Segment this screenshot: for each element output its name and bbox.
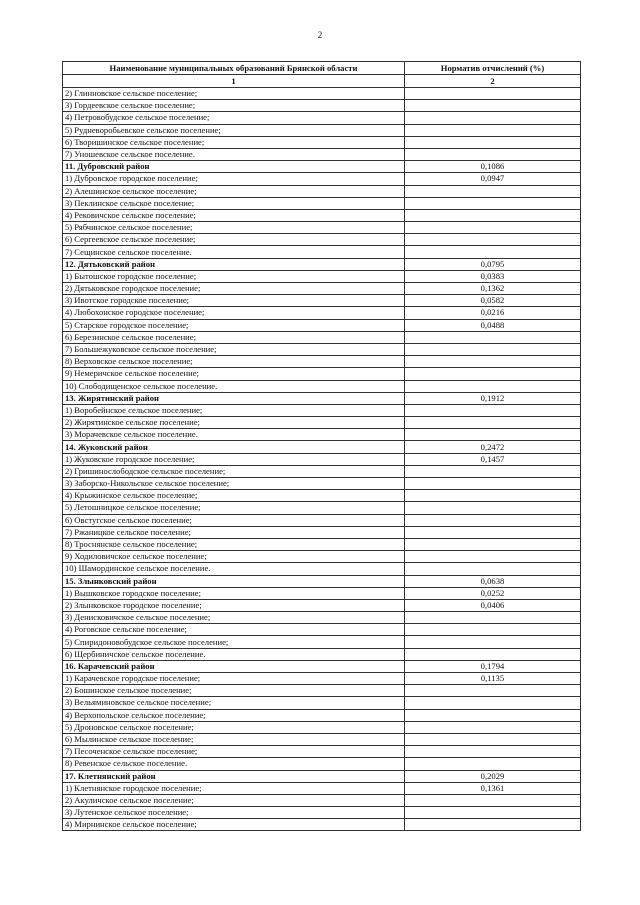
district-row xyxy=(63,258,581,270)
table-row xyxy=(63,343,581,355)
table-row xyxy=(63,417,581,429)
header-column-number-2: 2 xyxy=(405,75,581,88)
deduction-norm-value: 0,0795 xyxy=(405,258,581,270)
settlement-name: 10) Шамординское сельское поселение. xyxy=(63,563,405,575)
table-header xyxy=(63,62,581,88)
settlement-name: 4) Верхопольское сельское поселение; xyxy=(63,709,405,721)
district-name: 14. Жуковский район xyxy=(63,441,405,453)
deduction-norm-value xyxy=(405,380,581,392)
deduction-norm-value: 0,0638 xyxy=(405,575,581,587)
settlement-name: 2) Алешинское сельское поселение; xyxy=(63,185,405,197)
settlement-name: 3) Денисковичское сельское поселение; xyxy=(63,612,405,624)
deduction-norm-value xyxy=(405,124,581,136)
deduction-norm-value xyxy=(405,465,581,477)
table-row xyxy=(63,368,581,380)
settlement-name: 8) Троснянское сельское поселение; xyxy=(63,538,405,550)
settlement-name: 3) Морачевское сельское поселение. xyxy=(63,429,405,441)
table-row xyxy=(63,197,581,209)
district-row xyxy=(63,770,581,782)
settlement-name: 6) Березинское сельское поселение; xyxy=(63,331,405,343)
settlement-name: 1) Карачевское городское поселение; xyxy=(63,673,405,685)
deduction-norm-value: 0,2029 xyxy=(405,770,581,782)
district-name: 12. Дятьковский район xyxy=(63,258,405,270)
table-row xyxy=(63,429,581,441)
table-row xyxy=(63,112,581,124)
settlement-name: 6) Щербиничское сельское поселение. xyxy=(63,648,405,660)
settlement-name: 4) Крыжинское сельское поселение; xyxy=(63,490,405,502)
deduction-norm-value: 0,0582 xyxy=(405,295,581,307)
deduction-norm-value xyxy=(405,331,581,343)
settlement-name: 10) Слободищенское сельское поселение. xyxy=(63,380,405,392)
table-row xyxy=(63,465,581,477)
table-row xyxy=(63,648,581,660)
table-row xyxy=(63,100,581,112)
deduction-norm-value xyxy=(405,551,581,563)
settlement-name: 3) Вельяминовское сельское поселение; xyxy=(63,697,405,709)
settlement-name: 5) Старское городское поселение; xyxy=(63,319,405,331)
settlement-name: 8) Ревенское сельское поселение. xyxy=(63,758,405,770)
deduction-norm-value: 0,2472 xyxy=(405,441,581,453)
deduction-norm-value: 0,0216 xyxy=(405,307,581,319)
deduction-norm-value xyxy=(405,417,581,429)
table-row xyxy=(63,307,581,319)
deduction-norm-value xyxy=(405,807,581,819)
table-body xyxy=(63,88,581,831)
settlement-name: 1) Клетнянское городское поселение; xyxy=(63,782,405,794)
settlement-name: 7) Ржаницкое сельское поселение; xyxy=(63,526,405,538)
table-row xyxy=(63,697,581,709)
settlement-name: 2) Бошинское сельское поселение; xyxy=(63,685,405,697)
settlement-name: 2) Злынковское городское поселение; xyxy=(63,599,405,611)
deduction-norm-value xyxy=(405,502,581,514)
table-row xyxy=(63,453,581,465)
deduction-norm-value xyxy=(405,429,581,441)
settlement-name: 4) Мирнинское сельское поселение; xyxy=(63,819,405,831)
deduction-norm-value xyxy=(405,222,581,234)
deduction-norm-value: 0,1912 xyxy=(405,392,581,404)
table-row xyxy=(63,356,581,368)
table-row xyxy=(63,733,581,745)
settlement-name: 7) Сещинское сельское поселение. xyxy=(63,246,405,258)
table-row xyxy=(63,246,581,258)
district-name: 16. Карачевский район xyxy=(63,660,405,672)
settlement-name: 4) Любохонское городское поселение; xyxy=(63,307,405,319)
deduction-norm-value: 0,0383 xyxy=(405,270,581,282)
district-name: 15. Злынковский район xyxy=(63,575,405,587)
header-deduction-norm: Норматив отчислений (%) xyxy=(405,62,581,75)
deduction-norm-value xyxy=(405,185,581,197)
settlement-name: 6) Сергеевское сельское поселение; xyxy=(63,234,405,246)
deduction-norm-value xyxy=(405,636,581,648)
deduction-norm-value xyxy=(405,794,581,806)
deduction-norm-value xyxy=(405,685,581,697)
settlement-name: 1) Дубровское городское поселение; xyxy=(63,173,405,185)
deduction-norm-value xyxy=(405,612,581,624)
table-row xyxy=(63,624,581,636)
table-row xyxy=(63,185,581,197)
deduction-norm-value xyxy=(405,746,581,758)
deduction-norm-value: 0,1362 xyxy=(405,283,581,295)
table-row xyxy=(63,514,581,526)
settlement-name: 7) Уношевское сельское поселение. xyxy=(63,148,405,160)
deduction-norm-value xyxy=(405,100,581,112)
deduction-norm-value xyxy=(405,368,581,380)
deduction-norm-value xyxy=(405,404,581,416)
settlement-name: 1) Воробейнское сельское поселение; xyxy=(63,404,405,416)
table-row xyxy=(63,136,581,148)
deduction-norm-value: 0,1086 xyxy=(405,161,581,173)
settlement-name: 5) Рудневоробьевское сельское поселение; xyxy=(63,124,405,136)
deduction-norm-value xyxy=(405,136,581,148)
district-name: 11. Дубровский район xyxy=(63,161,405,173)
deduction-norm-value xyxy=(405,538,581,550)
settlement-name: 5) Летошницкое сельское поселение; xyxy=(63,502,405,514)
settlement-name: 5) Рябчинское сельское поселение; xyxy=(63,222,405,234)
table-row xyxy=(63,746,581,758)
deduction-norm-value xyxy=(405,234,581,246)
table-row xyxy=(63,295,581,307)
district-row xyxy=(63,161,581,173)
deduction-norm-value xyxy=(405,709,581,721)
settlement-name: 4) Рековичское сельское поселение; xyxy=(63,209,405,221)
table-row xyxy=(63,673,581,685)
deduction-norm-value xyxy=(405,758,581,770)
settlement-name: 6) Мылинское сельское поселение; xyxy=(63,733,405,745)
table-row xyxy=(63,173,581,185)
settlement-name: 2) Жирятинское сельское поселение; xyxy=(63,417,405,429)
table-row xyxy=(63,538,581,550)
deduction-norm-value: 0,0947 xyxy=(405,173,581,185)
deduction-norm-value xyxy=(405,343,581,355)
deduction-norm-value xyxy=(405,356,581,368)
settlement-name: 2) Дятьковское городское поселение; xyxy=(63,283,405,295)
deduction-norm-value xyxy=(405,197,581,209)
table-row xyxy=(63,807,581,819)
settlement-name: 3) Гордеевское сельское поселение; xyxy=(63,100,405,112)
table-row xyxy=(63,331,581,343)
table-row xyxy=(63,526,581,538)
settlement-name: 4) Петровобудское сельское поселение; xyxy=(63,112,405,124)
table-row xyxy=(63,636,581,648)
table-row xyxy=(63,209,581,221)
table-row xyxy=(63,283,581,295)
deduction-norm-value: 0,1794 xyxy=(405,660,581,672)
deduction-norm-value: 0,1135 xyxy=(405,673,581,685)
deduction-norm-value xyxy=(405,514,581,526)
settlement-name: 7) Большежуковское сельское поселение; xyxy=(63,343,405,355)
settlement-name: 3) Заборско-Никольское сельское поселение; xyxy=(63,478,405,490)
district-name: 13. Жирятинский район xyxy=(63,392,405,404)
table-row xyxy=(63,551,581,563)
deduction-norm-value xyxy=(405,112,581,124)
page-number: 2 xyxy=(317,30,323,40)
table-row xyxy=(63,319,581,331)
table-row xyxy=(63,758,581,770)
table-row xyxy=(63,709,581,721)
settlement-name: 1) Бытошское городское поселение; xyxy=(63,270,405,282)
settlement-name: 1) Вышковское городское поселение; xyxy=(63,587,405,599)
table-row xyxy=(63,782,581,794)
settlement-name: 6) Творишинское сельское поселение; xyxy=(63,136,405,148)
table-row xyxy=(63,490,581,502)
settlement-name: 9) Немеричское сельское поселение; xyxy=(63,368,405,380)
table-row xyxy=(63,88,581,100)
table-row xyxy=(63,148,581,160)
table-row xyxy=(63,599,581,611)
table-row xyxy=(63,124,581,136)
deduction-norm-value: 0,0252 xyxy=(405,587,581,599)
settlement-name: 5) Дроновское сельское поселение; xyxy=(63,721,405,733)
settlement-name: 8) Верховское сельское поселение; xyxy=(63,356,405,368)
deduction-norm-value xyxy=(405,246,581,258)
district-name: 17. Клетнянский район xyxy=(63,770,405,782)
deduction-norm-value xyxy=(405,648,581,660)
deduction-norm-value: 0,1361 xyxy=(405,782,581,794)
deduction-norm-value: 0,1457 xyxy=(405,453,581,465)
district-row xyxy=(63,660,581,672)
deduction-norm-value xyxy=(405,697,581,709)
table-row xyxy=(63,721,581,733)
deduction-norm-value xyxy=(405,209,581,221)
settlement-name: 3) Лутенское сельское поселение; xyxy=(63,807,405,819)
header-column-number-1: 1 xyxy=(63,75,405,88)
deduction-norm-value xyxy=(405,733,581,745)
deduction-norm-value xyxy=(405,624,581,636)
deduction-norm-value xyxy=(405,148,581,160)
settlement-name: 3) Ивотское городское поселение; xyxy=(63,295,405,307)
district-row xyxy=(63,575,581,587)
table-row xyxy=(63,502,581,514)
table-row xyxy=(63,685,581,697)
deduction-norm-value xyxy=(405,563,581,575)
deduction-norm-value xyxy=(405,478,581,490)
deduction-norm-value xyxy=(405,721,581,733)
settlement-name: 2) Глинновское сельское поселение; xyxy=(63,88,405,100)
deduction-norm-value xyxy=(405,490,581,502)
district-row xyxy=(63,441,581,453)
settlement-name: 1) Жуковское городское поселение; xyxy=(63,453,405,465)
table-row xyxy=(63,380,581,392)
table-row xyxy=(63,478,581,490)
settlement-name: 3) Пеклинское сельское поселение; xyxy=(63,197,405,209)
deduction-norms-table xyxy=(62,61,581,831)
table-row xyxy=(63,234,581,246)
header-municipality-name: Наименование муниципальных образований Брянской области xyxy=(63,62,405,75)
district-row xyxy=(63,392,581,404)
table-row xyxy=(63,270,581,282)
deduction-norm-value xyxy=(405,88,581,100)
settlement-name: 2) Акуличское сельское поселение; xyxy=(63,794,405,806)
settlement-name: 7) Песоченское сельское поселение; xyxy=(63,746,405,758)
settlement-name: 5) Спиридоновобудское сельское поселение; xyxy=(63,636,405,648)
deduction-norm-value xyxy=(405,526,581,538)
settlement-name: 4) Роговское сельское поселение; xyxy=(63,624,405,636)
table-row xyxy=(63,587,581,599)
settlement-name: 6) Овстугское сельское поселение; xyxy=(63,514,405,526)
table-row xyxy=(63,563,581,575)
deduction-norm-value: 0,0488 xyxy=(405,319,581,331)
table-row xyxy=(63,404,581,416)
table-row xyxy=(63,222,581,234)
table-row xyxy=(63,794,581,806)
settlement-name: 2) Гришинослободское сельское поселение; xyxy=(63,465,405,477)
settlement-name: 9) Ходиловичское сельское поселение; xyxy=(63,551,405,563)
table-row xyxy=(63,819,581,831)
table-row xyxy=(63,612,581,624)
deduction-norm-value: 0,0406 xyxy=(405,599,581,611)
deduction-norm-value xyxy=(405,819,581,831)
